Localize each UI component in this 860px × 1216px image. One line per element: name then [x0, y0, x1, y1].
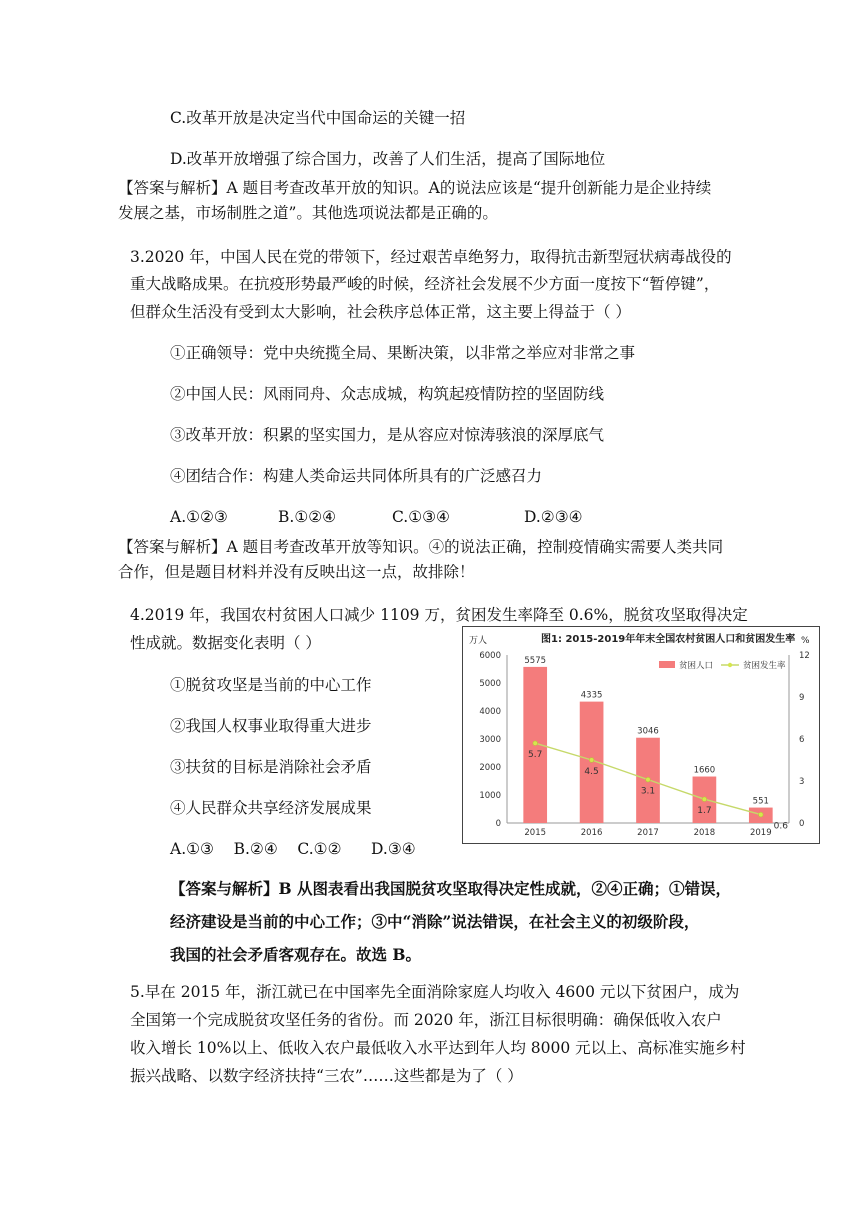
- legend-bar-swatch: [659, 661, 675, 668]
- rate-point-2018: [702, 797, 707, 802]
- y-right-tick-label: 9: [799, 693, 805, 703]
- option-c-text: C.改革开放是决定当代中国命运的关键一招: [170, 109, 466, 127]
- bar-data-label: 5575: [524, 655, 547, 666]
- rate-point-2019: [759, 812, 764, 817]
- bar-data-label: 3046: [637, 726, 659, 737]
- question-5-stem-line: 振兴战略、以数字经济扶持“三农”……这些都是为了（ ）: [130, 1067, 523, 1085]
- question-4-statement: ①脱贫攻坚是当前的中心工作: [170, 676, 372, 694]
- question-3-answer-line: 合作，但是题目材料并没有反映出这一点，故排除！: [118, 563, 475, 581]
- question-4-statement: ④人民群众共享经济发展成果: [170, 799, 372, 817]
- question-5-stem-line: 5.早在 2015 年，浙江就已在中国率先全面消除家庭人均收入 4600 元以下贫困户，成为: [130, 983, 740, 1001]
- y-left-unit: 万人: [469, 636, 488, 646]
- rate-point-2017: [646, 777, 651, 782]
- x-tick-label: 2016: [580, 828, 603, 838]
- answer-analysis-line: 【答案与解析】A 题目考查改革开放的知识。A的说法应该是“提升创新能力是企业持续: [118, 179, 712, 197]
- question-4-choices: A.①③ B.②④ C.①② D.③④: [170, 840, 416, 858]
- question-4-statement: ②我国人权事业取得重大进步: [170, 717, 372, 735]
- y-right-tick-label: 6: [799, 735, 805, 745]
- rate-point-2016: [589, 758, 594, 763]
- question-5-stem-line: 全国第一个完成脱贫攻坚任务的省份。而 2020 年，浙江目标很明确：确保低收入农户: [130, 1011, 722, 1029]
- bar-data-label: 4335: [580, 690, 603, 701]
- rate-data-label: 1.7: [697, 806, 712, 817]
- question-3-answer-line: 【答案与解析】A 题目考查改革开放等知识。④的说法正确，控制疫情确实需要人类共同: [118, 538, 724, 556]
- y-right-tick-label: 0: [799, 819, 805, 829]
- answer-analysis-line: 发展之基，市场制胜之道”。其他选项说法都是正确的。: [118, 204, 498, 222]
- bar-data-label: 1660: [693, 765, 716, 776]
- question-3-statement: ②中国人民：风雨同舟、众志成城，构筑起疫情防控的坚固防线: [170, 385, 605, 403]
- y-left-tick-label: 4000: [479, 707, 501, 717]
- y-left-tick-label: 5000: [479, 679, 501, 689]
- question-3-stem-line: 但群众生活没有受到太大影响，社会秩序总体正常，这主要上得益于（ ）: [130, 303, 631, 321]
- y-left-tick-label: 1000: [479, 791, 501, 801]
- y-left-tick-label: 2000: [479, 763, 501, 773]
- y-right-tick-label: 3: [799, 777, 805, 787]
- question-4-stem-line: 性成就。数据变化表明（ ）: [130, 634, 321, 652]
- x-tick-label: 2017: [637, 828, 659, 838]
- rate-data-label: 5.7: [528, 750, 543, 761]
- question-4-stem-line: 4.2019 年，我国农村贫困人口减少 1109 万，贫困发生率降至 0.6%，脱贫攻坚取得决定: [130, 606, 748, 624]
- rate-data-label: 0.6: [773, 821, 788, 832]
- y-left-tick-label: 6000: [479, 651, 501, 661]
- question-3-choice-c: C.①③④: [392, 508, 450, 526]
- question-4-answer-line: 经济建设是当前的中心工作；③中“消除”说法错误，在社会主义的初级阶段，: [170, 912, 700, 931]
- bar-data-label: 551: [752, 796, 769, 807]
- rate-point-2015: [533, 741, 538, 746]
- y-left-tick-label: 3000: [479, 735, 501, 745]
- rate-data-label: 4.5: [584, 767, 599, 777]
- y-right-unit: %: [801, 636, 810, 646]
- question-3-stem-line: 重大战略成果。在抗疫形势最严峻的时候，经济社会发展不少方面一度按下“暂停键”，: [130, 275, 720, 293]
- x-tick-label: 2018: [693, 828, 716, 838]
- question-5-stem-line: 收入增长 10%以上、低收入农户最低收入水平达到年人均 8000 元以上、高标准实施乡村: [130, 1039, 746, 1057]
- legend-line-marker: [728, 663, 732, 667]
- poverty-chart-svg: [463, 627, 819, 843]
- question-4-answer-line: 【答案与解析】B 从图表看出我国脱贫攻坚取得决定性成就，②④正确；①错误，: [170, 879, 731, 898]
- rate-data-label: 3.1: [640, 786, 656, 797]
- poverty-chart: [462, 626, 820, 844]
- question-3-statement: ③改革开放：积累的坚实国力，是从容应对惊涛骇浪的深厚底气: [170, 426, 605, 444]
- x-tick-label: 2019: [749, 828, 772, 838]
- chart-title: 图1: 2015-2019年年末全国农村贫困人口和贫困发生率: [541, 634, 796, 645]
- option-d-text: D.改革开放增强了综合国力，改善了人们生活，提高了国际地位: [170, 150, 606, 168]
- question-4-answer-line: 我国的社会矛盾客观存在。故选 B。: [170, 945, 421, 964]
- y-left-tick-label: 0: [495, 819, 501, 829]
- x-tick-label: 2015: [524, 828, 547, 838]
- question-3-choice-a: A.①②③: [170, 508, 228, 526]
- question-4-statement: ③扶贫的目标是消除社会矛盾: [170, 758, 372, 776]
- plot-area: [479, 651, 809, 838]
- question-3-choice-b: B.①②④: [278, 508, 337, 526]
- y-right-tick-label: 12: [799, 651, 810, 661]
- question-3-statement: ①正确领导：党中央统揽全局、果断决策，以非常之举应对非常之事: [170, 344, 636, 362]
- legend-line-label: 贫困发生率: [743, 661, 786, 671]
- question-3-statement: ④团结合作：构建人类命运共同体所具有的广泛感召力: [170, 467, 543, 485]
- question-3-stem-line: 3.2020 年，中国人民在党的带领下，经过艰苦卓绝努力，取得抗击新型冠状病毒战役的: [130, 248, 732, 266]
- question-3-choice-d: D.②③④: [524, 508, 583, 526]
- legend-bar-label: 贫困人口: [679, 661, 714, 671]
